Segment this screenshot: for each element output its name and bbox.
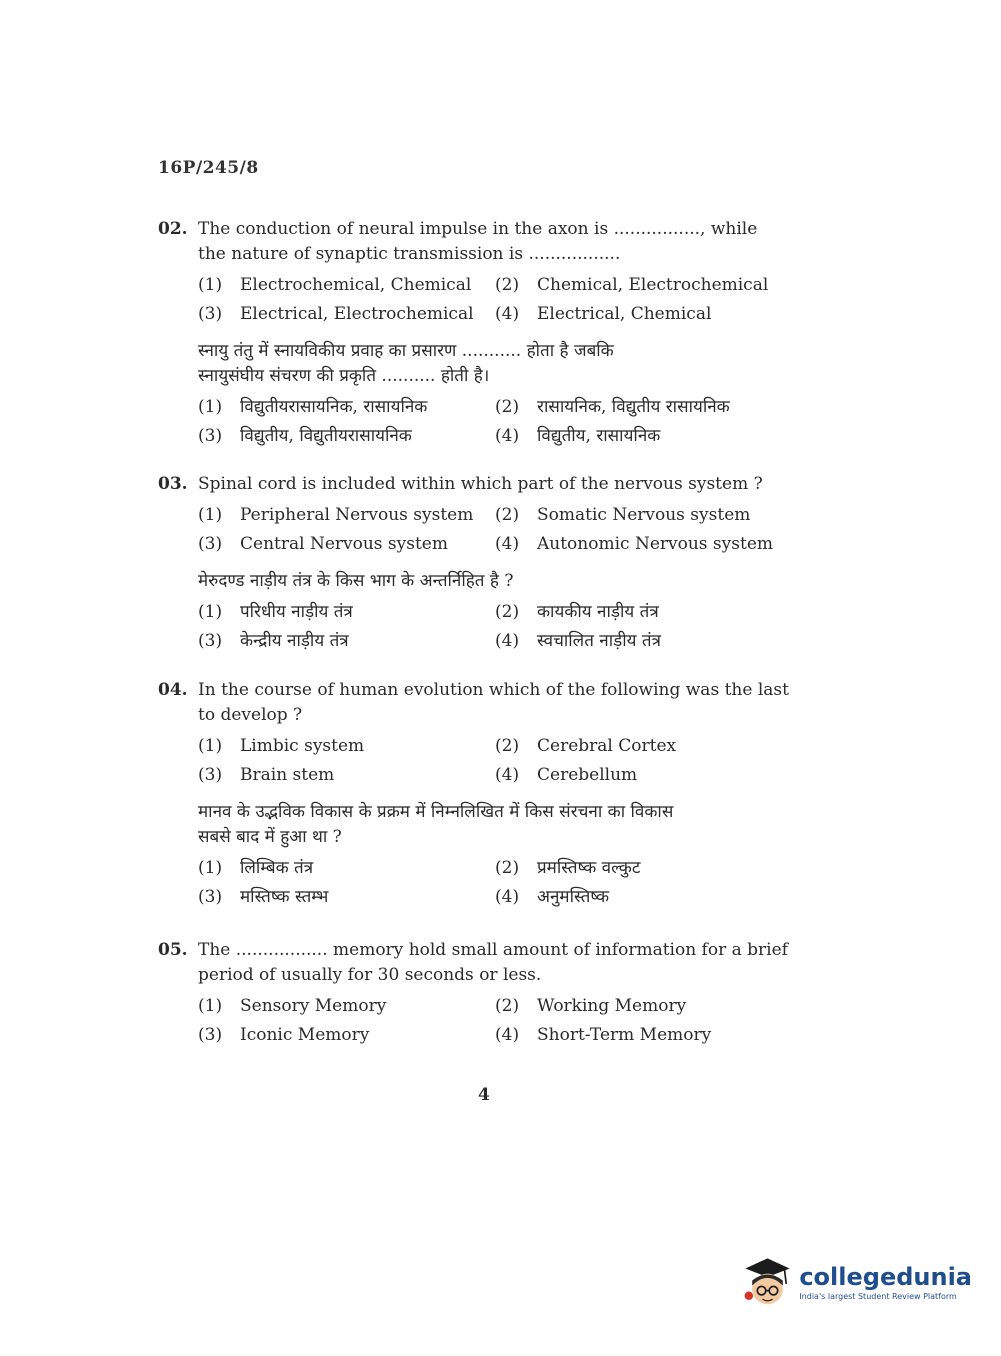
- options-english: [198, 992, 798, 1050]
- question-number: 03.: [158, 474, 188, 494]
- question-text-line: 04. In the course of human evolution which of the following was the last: [158, 678, 798, 703]
- question-text-hindi: मानव के उद्भविक विकास के प्रक्रम में निम्नलिखित में किस संरचना का विकास सबसे बाद में हुआ था ?: [198, 802, 674, 847]
- question-text-line: 05. The ................. memory hold small amount of information for a brief: [158, 938, 798, 963]
- option: (4) Autonomic Nervous system: [495, 534, 773, 554]
- option: (4) स्वचालित नाड़ीय तंत्र: [495, 631, 661, 651]
- option: (2) Chemical, Electrochemical: [495, 275, 769, 295]
- option: (3) Central Nervous system: [198, 534, 448, 554]
- options-english: [198, 732, 798, 790]
- option: (1) लिम्बिक तंत्र: [198, 858, 314, 878]
- logo-tagline: India's largest Student Review Platform: [799, 1292, 957, 1301]
- option: (4) Short-Term Memory: [495, 1025, 712, 1045]
- options-english: [198, 271, 798, 329]
- option: (2) प्रमस्तिष्क वल्कुट: [495, 858, 641, 878]
- option: (4) Electrical, Chemical: [495, 304, 712, 324]
- question-text-line: to develop ?: [198, 705, 303, 725]
- option: (1) विद्युतीयरासायनिक, रासायनिक: [198, 397, 428, 417]
- collegedunia-logo[interactable]: [742, 1250, 972, 1316]
- option: (3) केन्द्रीय नाड़ीय तंत्र: [198, 631, 349, 651]
- options-english: [198, 501, 798, 559]
- paper-code: 16P/245/8: [158, 158, 259, 178]
- question-number: 04.: [158, 680, 188, 700]
- question-text-line: period of usually for 30 seconds or less.: [198, 965, 542, 985]
- option: (2) Cerebral Cortex: [495, 736, 677, 756]
- option: (2) कायकीय नाड़ीय तंत्र: [495, 602, 659, 622]
- question-text-line: 03. Spinal cord is included within which part of the nervous system ?: [158, 472, 798, 497]
- option: (1) Limbic system: [198, 736, 365, 756]
- option: (1) Sensory Memory: [198, 996, 387, 1016]
- question-04: [158, 678, 798, 912]
- question-text-hindi: स्नायु तंतु में स्नायविकीय प्रवाह का प्रसारण ........... होता है जबकि स्नायुसंघीय संचरण की प्रकृति .......... होती है।: [198, 341, 614, 386]
- option: (3) Electrical, Electrochemical: [198, 304, 474, 324]
- options-hindi: [198, 598, 798, 656]
- question-text-hindi: मेरुदण्ड नाड़ीय तंत्र के किस भाग के अन्तर्निहित है ?: [198, 571, 514, 591]
- question-number: 05.: [158, 940, 188, 960]
- option: (2) Working Memory: [495, 996, 687, 1016]
- question-03: [158, 472, 798, 656]
- logo-name: collegedunia: [799, 1263, 972, 1291]
- option: (3) मस्तिष्क स्तम्भ: [198, 887, 329, 907]
- option: (3) Brain stem: [198, 765, 335, 785]
- question-02: [158, 217, 798, 451]
- question-05: [158, 938, 798, 1050]
- mascot-icon: [742, 1252, 791, 1314]
- option: (3) Iconic Memory: [198, 1025, 370, 1045]
- option: (1) परिधीय नाड़ीय तंत्र: [198, 602, 353, 622]
- option: (2) Somatic Nervous system: [495, 505, 751, 525]
- options-hindi: [198, 393, 798, 451]
- question-number: 02.: [158, 219, 188, 239]
- question-text-line: the nature of synaptic transmission is .................: [198, 244, 621, 264]
- option: (2) रासायनिक, विद्युतीय रासायनिक: [495, 397, 730, 417]
- option: (4) अनुमस्तिष्क: [495, 887, 610, 907]
- option: (1) Peripheral Nervous system: [198, 505, 474, 525]
- question-text-line: 02. The conduction of neural impulse in the axon is ................, while: [158, 217, 798, 242]
- page-number: 4: [478, 1085, 490, 1105]
- option: (4) विद्युतीय, रासायनिक: [495, 426, 661, 446]
- option: (4) Cerebellum: [495, 765, 638, 785]
- option: (1) Electrochemical, Chemical: [198, 275, 472, 295]
- option: (3) विद्युतीय, विद्युतीयरासायनिक: [198, 426, 412, 446]
- options-hindi: [198, 854, 798, 912]
